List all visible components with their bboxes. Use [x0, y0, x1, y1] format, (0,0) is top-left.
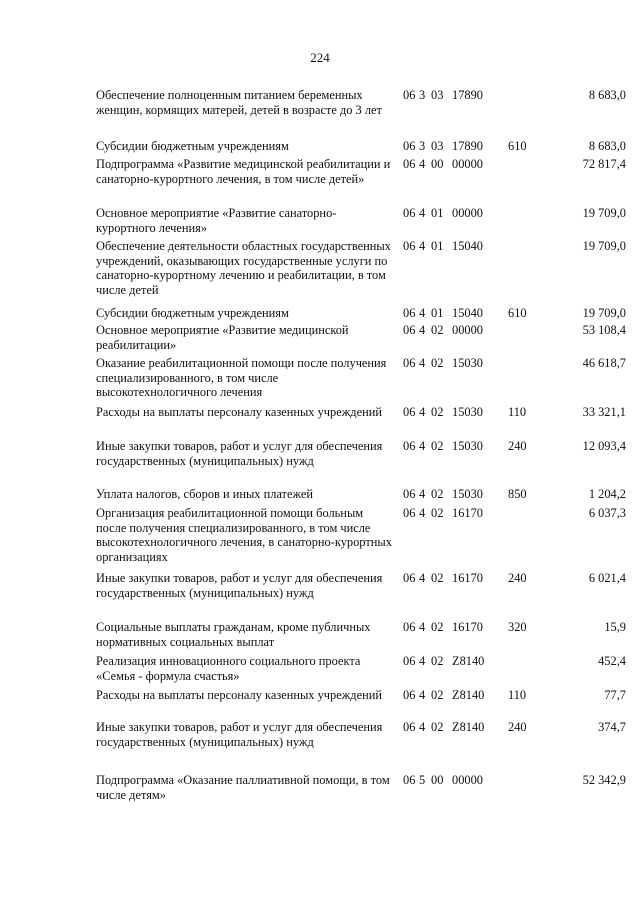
activity-code: 03 [431, 139, 444, 153]
row-amount: 12 093,4 [582, 439, 626, 453]
expense-type-code: 110 [508, 688, 527, 702]
expense-type-code: 320 [508, 620, 527, 634]
row-description: Обеспечение полноценным питанием беременных женщин, кормящих матерей, детей в возрасте до 3 лет [96, 88, 382, 117]
row-description: Социальные выплаты гражданам, кроме публичных нормативных социальных выплат [96, 620, 371, 649]
row-amount: 374,7 [598, 720, 626, 734]
expense-type-code: 240 [508, 720, 527, 734]
activity-code: 03 [431, 88, 444, 102]
row-amount: 46 618,7 [582, 356, 626, 370]
subprogram-code: 3 [419, 139, 426, 153]
row-amount: 19 709,0 [582, 206, 626, 220]
program-code: 06 [403, 439, 416, 453]
direction-code: 15040 [452, 306, 483, 320]
row-description: Иные закупки товаров, работ и услуг для обеспечения государственных (муниципальных) нужд [96, 439, 383, 468]
direction-code: 16170 [452, 620, 483, 634]
direction-code: 16170 [452, 506, 483, 520]
row-amount: 6 037,3 [588, 506, 626, 520]
direction-code: Z8140 [452, 654, 485, 668]
row-description: Иные закупки товаров, работ и услуг для обеспечения государственных (муниципальных) нужд [96, 720, 383, 749]
subprogram-code: 4 [419, 620, 426, 634]
program-code: 06 [403, 571, 416, 585]
expense-type-code: 850 [508, 487, 527, 501]
subprogram-code: 4 [419, 571, 426, 585]
activity-code: 02 [431, 720, 444, 734]
activity-code: 02 [431, 654, 444, 668]
subprogram-code: 4 [419, 157, 426, 171]
subprogram-code: 3 [419, 88, 426, 102]
program-code: 06 [403, 157, 416, 171]
row-amount: 19 709,0 [582, 239, 626, 253]
direction-code: 00000 [452, 206, 483, 220]
program-code: 06 [403, 88, 416, 102]
subprogram-code: 4 [419, 506, 426, 520]
program-code: 06 [403, 620, 416, 634]
subprogram-code: 4 [419, 356, 426, 370]
activity-code: 00 [431, 157, 444, 171]
row-amount: 19 709,0 [582, 306, 626, 320]
row-description: Оказание реабилитационной помощи после получения специализированного, в том числе высокотехнологичного лечения [96, 356, 387, 400]
direction-code: 15030 [452, 439, 483, 453]
row-description: Реализация инновационного социального проекта «Семья - формула счастья» [96, 654, 361, 683]
activity-code: 02 [431, 571, 444, 585]
activity-code: 01 [431, 306, 444, 320]
program-code: 06 [403, 487, 416, 501]
subprogram-code: 5 [419, 773, 426, 787]
direction-code: Z8140 [452, 720, 485, 734]
expense-type-code: 240 [508, 571, 527, 585]
program-code: 06 [403, 139, 416, 153]
subprogram-code: 4 [419, 439, 426, 453]
row-description: Субсидии бюджетным учреждениям [96, 306, 289, 320]
direction-code: Z8140 [452, 688, 485, 702]
subprogram-code: 4 [419, 239, 426, 253]
activity-code: 02 [431, 487, 444, 501]
direction-code: 00000 [452, 323, 483, 337]
program-code: 06 [403, 206, 416, 220]
activity-code: 02 [431, 620, 444, 634]
direction-code: 00000 [452, 157, 483, 171]
direction-code: 00000 [452, 773, 483, 787]
activity-code: 01 [431, 239, 444, 253]
expense-type-code: 110 [508, 405, 527, 419]
row-description: Подпрограмма «Оказание паллиативной помощи, в том числе детям» [96, 773, 390, 802]
row-amount: 6 021,4 [588, 571, 626, 585]
activity-code: 02 [431, 323, 444, 337]
row-description: Организация реабилитационной помощи больным после получения специализированного, в том числе высокотехнологичного лечения, в санаторно-курортных организациях [96, 506, 392, 564]
direction-code: 17890 [452, 88, 483, 102]
expense-type-code: 610 [508, 139, 527, 153]
row-description: Субсидии бюджетным учреждениям [96, 139, 289, 153]
activity-code: 02 [431, 405, 444, 419]
row-description: Расходы на выплаты персоналу казенных учреждений [96, 405, 382, 419]
row-amount: 72 817,4 [582, 157, 626, 171]
row-description: Основное мероприятие «Развитие санаторно-курортного лечения» [96, 206, 337, 235]
activity-code: 00 [431, 773, 444, 787]
activity-code: 02 [431, 506, 444, 520]
row-amount: 15,9 [604, 620, 626, 634]
row-amount: 52 342,9 [582, 773, 626, 787]
program-code: 06 [403, 654, 416, 668]
subprogram-code: 4 [419, 306, 426, 320]
program-code: 06 [403, 239, 416, 253]
row-description: Уплата налогов, сборов и иных платежей [96, 487, 314, 501]
subprogram-code: 4 [419, 487, 426, 501]
row-amount: 53 108,4 [582, 323, 626, 337]
activity-code: 02 [431, 688, 444, 702]
row-amount: 77,7 [604, 688, 626, 702]
program-code: 06 [403, 405, 416, 419]
row-amount: 33 321,1 [582, 405, 626, 419]
program-code: 06 [403, 773, 416, 787]
activity-code: 02 [431, 439, 444, 453]
subprogram-code: 4 [419, 720, 426, 734]
direction-code: 16170 [452, 571, 483, 585]
row-amount: 8 683,0 [588, 139, 626, 153]
expense-type-code: 610 [508, 306, 527, 320]
direction-code: 15040 [452, 239, 483, 253]
direction-code: 15030 [452, 356, 483, 370]
program-code: 06 [403, 356, 416, 370]
program-code: 06 [403, 323, 416, 337]
page-number: 224 [310, 50, 330, 65]
row-description: Расходы на выплаты персоналу казенных учреждений [96, 688, 382, 702]
direction-code: 15030 [452, 405, 483, 419]
row-description: Иные закупки товаров, работ и услуг для обеспечения государственных (муниципальных) нужд [96, 571, 383, 600]
expense-type-code: 240 [508, 439, 527, 453]
subprogram-code: 4 [419, 654, 426, 668]
subprogram-code: 4 [419, 206, 426, 220]
activity-code: 01 [431, 206, 444, 220]
subprogram-code: 4 [419, 688, 426, 702]
row-description: Подпрограмма «Развитие медицинской реабилитации и санаторно-курортного лечения, в том числе детей» [96, 157, 391, 186]
direction-code: 15030 [452, 487, 483, 501]
program-code: 06 [403, 306, 416, 320]
row-amount: 452,4 [598, 654, 626, 668]
row-description: Основное мероприятие «Развитие медицинской реабилитации» [96, 323, 349, 352]
activity-code: 02 [431, 356, 444, 370]
subprogram-code: 4 [419, 405, 426, 419]
program-code: 06 [403, 506, 416, 520]
subprogram-code: 4 [419, 323, 426, 337]
row-amount: 8 683,0 [588, 88, 626, 102]
row-description: Обеспечение деятельности областных государственных учреждений, оказывающих государственные услуги по санаторно-курортному лечению и реабилитации, в том числе детей [96, 239, 391, 297]
direction-code: 17890 [452, 139, 483, 153]
program-code: 06 [403, 688, 416, 702]
program-code: 06 [403, 720, 416, 734]
row-amount: 1 204,2 [588, 487, 626, 501]
